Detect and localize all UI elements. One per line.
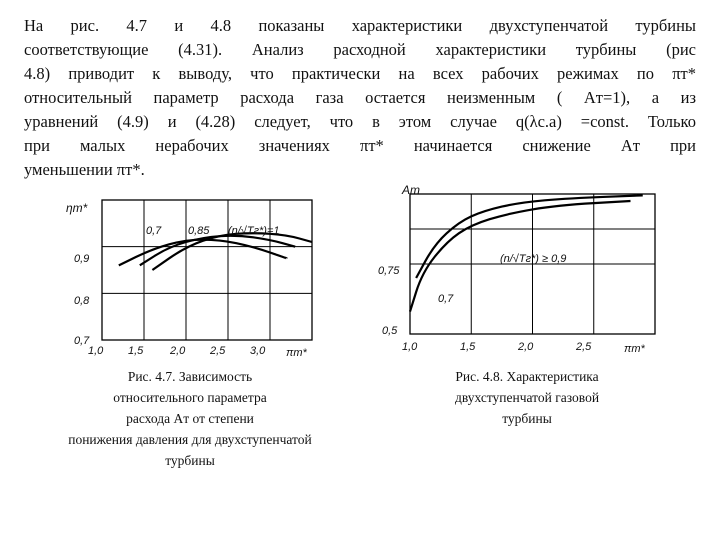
fig48-ytick-0: 0,75: [378, 265, 400, 277]
paragraph-line-5: уравнений (4.9) и (4.28) следует, что в этом случае q(λс.а) =const. Только: [24, 112, 696, 131]
fig47-xtick-1: 1,5: [128, 345, 144, 357]
figure-4-7-chart: [60, 188, 320, 358]
fig48-curve-label-1: 0,7: [438, 293, 454, 305]
fig47-caption-line-1: относительного параметра: [113, 390, 267, 405]
fig48-xtick-3: 2,5: [576, 341, 592, 353]
paragraph-line-3: 4.8) приводит к выводу, что практически на всех рабочих режимах по πт*: [24, 64, 696, 83]
figure-4-8-caption: [382, 366, 672, 429]
paragraph-line-1: На рис. 4.7 и 4.8 показаны характеристики двухступенчатой турбины: [24, 16, 696, 35]
fig47-curve-label-2: (n/√Tг*)=1: [228, 225, 280, 237]
fig48-xtick-2: 2,0: [518, 341, 534, 353]
fig48-xtick-1: 1,5: [460, 341, 476, 353]
fig47-xtick-2: 2,0: [170, 345, 186, 357]
fig47-ytick-1: 0,8: [74, 295, 90, 307]
fig47-caption-line-2: расхода Aт от степени: [126, 411, 254, 426]
paragraph-line-2: соответствующие (4.31). Анализ расходной характеристики турбины (рис: [24, 40, 696, 59]
fig47-caption-line-3: понижения давления для двухступенчатой: [68, 432, 312, 447]
fig48-xtick-0: 1,0: [402, 341, 418, 353]
fig48-x-axis-label: πт*: [624, 343, 645, 355]
fig47-xtick-0: 1,0: [88, 345, 104, 357]
fig48-y-axis-label: Aт: [402, 183, 420, 197]
fig48-caption-line-2: турбины: [502, 411, 552, 426]
fig47-caption-line-4: турбины: [165, 453, 215, 468]
fig48-curve-label-0: (n/√Tг*) ≥ 0,9: [500, 253, 567, 265]
fig47-xtick-3: 2,5: [210, 345, 226, 357]
body-paragraph: [24, 14, 696, 182]
paragraph-line-4: относительный параметр расхода газа остается неизменным ( Aт=1), а из: [24, 88, 696, 107]
fig47-xtick-4: 3,0: [250, 345, 266, 357]
fig47-series-2: [152, 233, 312, 270]
fig47-curve-label-1: 0,85: [188, 225, 210, 237]
fig48-caption-line-1: двухступенчатой газовой: [454, 390, 600, 405]
fig48-ytick-1: 0,5: [382, 325, 398, 337]
fig47-caption-line-0: Рис. 4.7. Зависимость: [127, 369, 253, 384]
figure-4-7-caption: [40, 366, 340, 471]
fig47-y-axis-label: ηт*: [66, 201, 88, 215]
fig47-frame: [102, 200, 312, 340]
fig47-ytick-0: 0,9: [74, 253, 90, 265]
paragraph-line-7: уменьшении πт*.: [24, 160, 145, 179]
paragraph-line-6: при малых нерабочих значениях πт* начинается снижение Aт при: [24, 136, 696, 155]
fig47-ytick-2: 0,7: [74, 335, 90, 347]
fig47-curve-label-0: 0,7: [146, 225, 162, 237]
fig48-caption-line-0: Рис. 4.8. Характеристика: [455, 369, 599, 384]
figure-4-8-chart: [368, 180, 668, 358]
fig47-x-axis-label: πт*: [286, 347, 307, 358]
fig48-series-0: [416, 195, 643, 278]
